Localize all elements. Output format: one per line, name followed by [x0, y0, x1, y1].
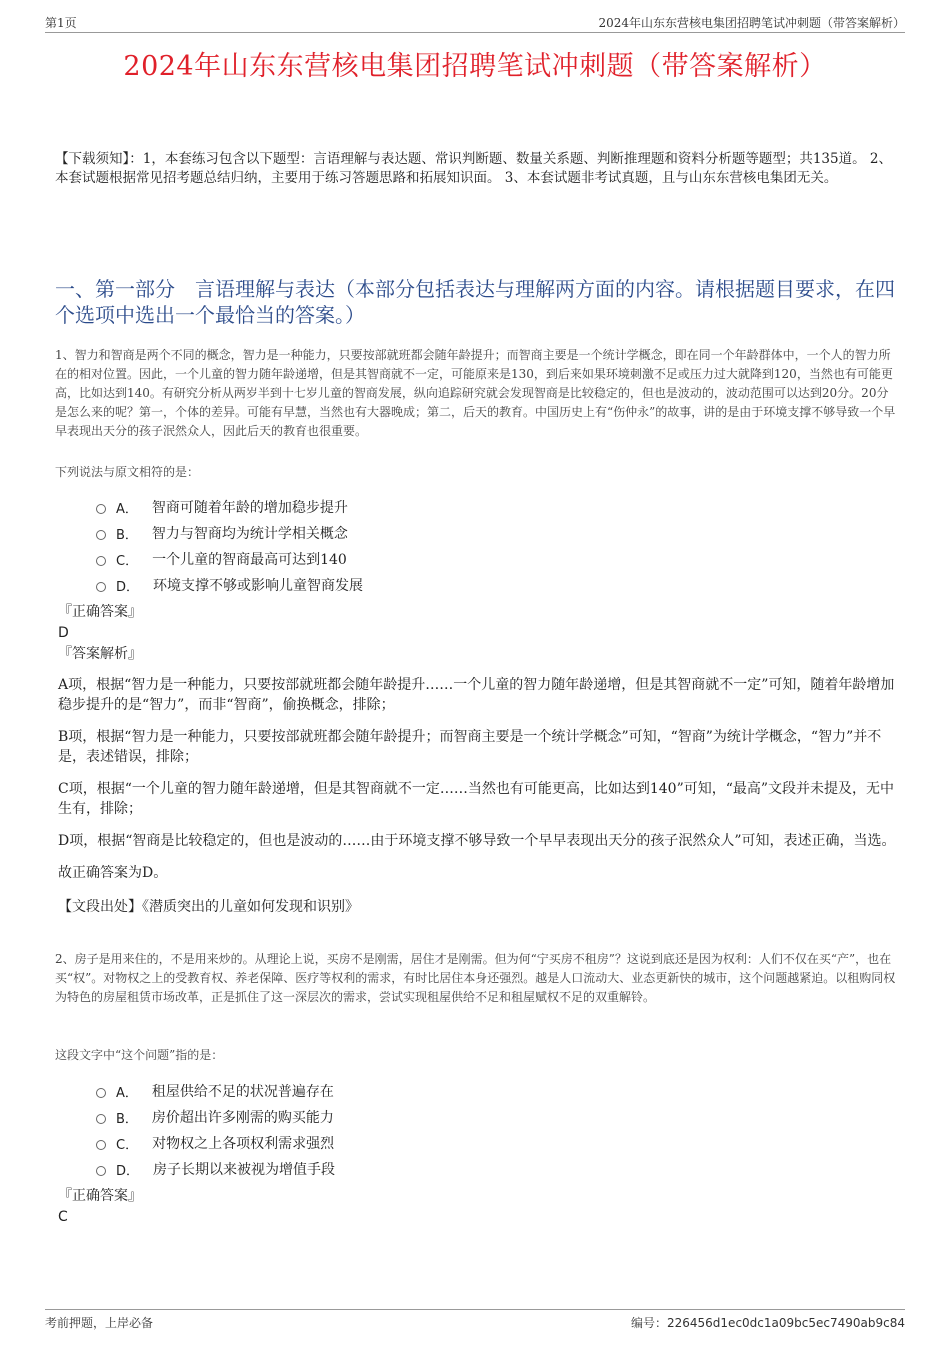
answer-value: C	[58, 1209, 68, 1225]
page-footer	[45, 1309, 905, 1331]
page-number: 第1页	[45, 16, 77, 30]
section-title: 一、第一部分 言语理解与表达（本部分包括表达与理解两方面的内容。请根据题目要求，在四个选项中选出一个最恰当的答案。）	[55, 277, 895, 327]
question-2-prompt: 这段文字中“这个问题”指的是：	[55, 1048, 224, 1062]
option-d[interactable]: D． 环境支撑不够或影响儿童智商发展	[96, 572, 876, 598]
analysis-d: D项，根据“智商是比较稳定的，但也是波动的……由于环境支撑不够导致一个早早表现出天分的孩子泯然众人”可知，表述正确，当选。	[58, 833, 896, 849]
option-a[interactable]: A． 智商可随着年龄的增加稳步提升	[96, 494, 876, 520]
option-b[interactable]: B． 房价超出许多刚需的购买能力	[96, 1104, 876, 1130]
question-2-options	[96, 1078, 876, 1182]
analysis-c: C项，根据“一个儿童的智力随年龄递增，但是其智商就不一定……当然也有可能更高，比如达到140”可知，“最高”文段并未提及，无中生有，排除；	[58, 781, 895, 817]
analysis-a: A项，根据“智力是一种能力，只要按部就班都会随年龄提升……一个儿童的智力随年龄递增，但是其智商就不一定”可知，随着年龄增加稳步提升的是“智力”，而非“智商”，偷换概念，排除；	[58, 677, 895, 713]
option-text: 房价超出许多刚需的购买能力	[151, 1110, 334, 1126]
header-doc-title: 2024年山东东营核电集团招聘笔试冲刺题（带答案解析）	[598, 16, 905, 30]
option-text: 一个儿童的智商最高可达到140	[152, 552, 347, 568]
answer-value: D	[58, 625, 69, 641]
option-a[interactable]: A． 租屋供给不足的状况普遍存在	[96, 1078, 876, 1104]
analysis-b: B项，根据“智力是一种能力，只要按部就班都会随年龄提升；而智商主要是一个统计学概念”可知，“智商”为统计学概念，“智力”并不是，表述错误，排除；	[58, 729, 882, 765]
code-value: 226456d1ec0dc1a09bc5ec7490ab9c84	[667, 1316, 905, 1330]
option-text: 智商可随着年龄的增加稳步提升	[151, 500, 348, 516]
question-2-answer	[58, 1185, 898, 1227]
option-b[interactable]: B． 智力与智商均为统计学相关概念	[96, 520, 876, 546]
option-text: 智力与智商均为统计学相关概念	[151, 526, 348, 542]
radio-icon[interactable]	[96, 582, 106, 592]
answer-label: 『正确答案』	[58, 1188, 142, 1204]
radio-icon[interactable]	[96, 1166, 106, 1176]
radio-icon[interactable]	[96, 1114, 106, 1124]
question-1-answer	[58, 601, 898, 665]
option-c[interactable]: C． 一个儿童的智商最高可达到140	[96, 546, 876, 572]
radio-icon[interactable]	[96, 504, 106, 514]
answer-label: 『正确答案』	[58, 604, 142, 620]
analysis-conclusion: 故正确答案为D。	[58, 865, 168, 881]
question-1-prompt: 下列说法与原文相符的是：	[55, 465, 200, 479]
radio-icon[interactable]	[96, 1088, 106, 1098]
question-1-analysis	[58, 675, 898, 917]
radio-icon[interactable]	[96, 530, 106, 540]
document-code	[631, 1314, 905, 1331]
question-1-passage: 1、智力和智商是两个不同的概念，智力是一种能力，只要按部就班都会随年龄提升；而智商主要是一个统计学概念，即在同一个年龄群体中，一个人的智力所在的相对位置。因此，一个儿童的智力随年龄递增，但是其智商就不一定，可能原来是130，到后来如果环境刺激不足或压力过大就降到120，当然也有可能更高，比如达到140。有研究分析从两岁半到十七岁儿童的智商发展，纵向追踪研究就会发现智商是比较稳定的，但也是波动的，波动范围可以达到20分。20分是怎么来的呢？第一，个体的差异。可能有早慧，当然也有大器晚成；第二，后天的教育。中国历史上有“伤仲永”的故事，讲的是由于环境支撑不够导致一个早早表现出天分的孩子泯然众人，因此后天的教育也很重要。	[55, 348, 896, 438]
question-2-passage: 2、房子是用来住的，不是用来炒的。从理论上说，买房不是刚需，居住才是刚需。但为何“宁买房不租房”？这说到底还是因为权利：人们不仅在买“产”，也在买“权”。对物权之上的受教育权、养老保障、医疗等权利的需求，有时比居住本身还强烈。越是人口流动大、业态更新快的城市，这个问题越紧迫。以租购同权为特色的房屋租赁市场改革，正是抓住了这一深层次的需求，尝试实现租屋供给不足和租屋赋权不足的双重解铃。	[55, 952, 896, 1004]
download-notice: 【下载须知】：1，本套练习包含以下题型：言语理解与表达题、常识判断题、数量关系题、判断推理题和资料分析题等题型；共135道。 2、本套试题根据常见招考题总结归纳，主要用于练习答题思路和拓展知识面。 3、本套试题非考试真题，且与山东东营核电集团无关。	[55, 151, 892, 186]
option-d[interactable]: D． 房子长期以来被视为增值手段	[96, 1156, 876, 1182]
footer-slogan: 考前押题，上岸必备	[45, 1316, 154, 1330]
document-title: 2024年山东东营核电集团招聘笔试冲刺题（带答案解析）	[123, 51, 827, 82]
option-c[interactable]: C． 对物权之上各项权利需求强烈	[96, 1130, 876, 1156]
page-header	[45, 14, 905, 33]
analysis-label: 『答案解析』	[58, 646, 142, 662]
radio-icon[interactable]	[96, 1140, 106, 1150]
code-label: 编号：	[630, 1316, 667, 1330]
option-text: 租屋供给不足的状况普遍存在	[151, 1084, 334, 1100]
option-text: 环境支撑不够或影响儿童智商发展	[153, 578, 364, 594]
option-text: 对物权之上各项权利需求强烈	[152, 1136, 335, 1152]
question-1-options	[96, 494, 876, 598]
analysis-source: 【文段出处】《潜质突出的儿童如何发现和识别》	[58, 899, 359, 915]
option-text: 房子长期以来被视为增值手段	[153, 1162, 336, 1178]
radio-icon[interactable]	[96, 556, 106, 566]
